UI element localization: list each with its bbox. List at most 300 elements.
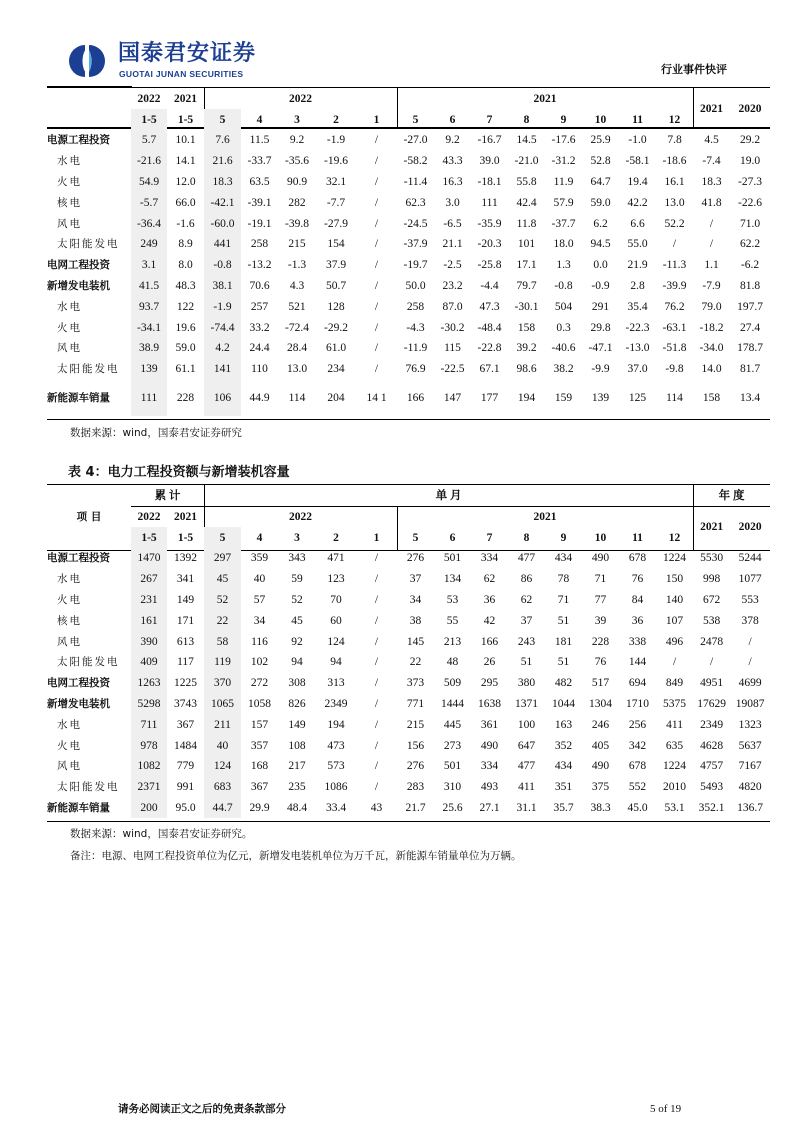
table-row	[47, 151, 770, 172]
table-cell: 246	[591, 718, 610, 731]
table-row	[47, 234, 770, 255]
table-cell: -2.5	[443, 259, 462, 272]
table-cell: 683	[204, 777, 241, 798]
table-cell: 7167	[738, 760, 762, 773]
table-cell: 14.1	[175, 155, 196, 168]
table-cell: 48.3	[175, 279, 196, 292]
table-cell: 6.2	[593, 217, 608, 230]
table-cell: 71	[557, 593, 570, 606]
table-cell: /	[374, 134, 379, 147]
table-cell: 66.0	[175, 196, 196, 209]
table-cell: 42.4	[516, 196, 537, 209]
table-cell: 123	[327, 573, 345, 586]
table-cell: 25.6	[442, 801, 463, 814]
table-cell: 243	[517, 635, 536, 648]
table-cell: 411	[666, 718, 683, 731]
table-cell: 258	[250, 238, 269, 251]
table-cell: 367	[176, 718, 195, 731]
table-cell: 147	[443, 391, 462, 404]
table-row	[47, 359, 770, 380]
table-cell: 234	[327, 363, 345, 376]
table-cell: 38.9	[131, 338, 167, 359]
table-cell: 283	[406, 781, 425, 794]
table-cell: 19.0	[739, 155, 761, 168]
table-cell: 93.7	[131, 296, 167, 317]
table-cell: 59	[291, 573, 303, 586]
table-cell: 434	[554, 760, 573, 773]
table-cell: 672	[702, 593, 721, 606]
table-cell: -48.4	[477, 321, 502, 334]
table-cell: 13.4	[739, 391, 761, 404]
table-cell: 8.0	[178, 259, 193, 272]
table-cell: 273	[443, 739, 462, 752]
table-cell: 849	[665, 677, 684, 690]
table-cell: 18.3	[701, 175, 722, 188]
table-cell: 53.1	[664, 801, 685, 814]
row-label: 风电	[57, 342, 82, 355]
table-cell: 308	[288, 677, 306, 690]
table-row	[47, 130, 770, 151]
table-cell: 84	[631, 593, 644, 606]
table-cell: 1323	[738, 718, 762, 731]
table-cell: 125	[628, 391, 647, 404]
table-cell: 276	[406, 760, 425, 773]
annual-year-header: 2021	[700, 521, 724, 533]
table-cell: -21.0	[514, 155, 539, 168]
row-label: 电源工程投资	[47, 552, 110, 565]
cum-year-header: 2022	[137, 510, 161, 523]
table-cell: 42.2	[627, 196, 648, 209]
table-cell: 343	[288, 552, 306, 565]
month-header: 8	[523, 113, 530, 126]
table-cell: -13.2	[247, 259, 272, 272]
month-header: 3	[294, 113, 300, 126]
table-cell: /	[374, 718, 379, 731]
table-cell: 573	[327, 760, 345, 773]
table-cell: 1470	[131, 548, 167, 569]
cum-year-header: 2021	[174, 510, 197, 523]
table-cell: 1086	[324, 781, 348, 794]
table-cell: -58.1	[625, 155, 650, 168]
row-label: 火电	[57, 739, 82, 752]
month-header: 12	[668, 113, 681, 126]
table-cell: 110	[251, 363, 268, 376]
table-cell: -39.1	[247, 196, 272, 209]
table-cell: 48.4	[286, 801, 308, 814]
table-row	[47, 714, 770, 735]
month-header: 6	[449, 531, 456, 544]
table-cell: -9.8	[665, 363, 684, 376]
table-cell: 158	[702, 391, 721, 404]
table-row	[47, 380, 770, 416]
table-cell: 76	[631, 573, 644, 586]
table-cell: 58	[204, 631, 241, 652]
table-cell: 10.1	[175, 134, 196, 147]
table-cell: 52	[291, 593, 303, 606]
table-cell: /	[374, 155, 379, 168]
row-label: 水电	[57, 155, 82, 168]
table-cell: 228	[176, 391, 195, 404]
table-cell: 11.9	[553, 175, 574, 188]
table-cell: 102	[250, 656, 269, 669]
table-cell: 509	[443, 677, 462, 690]
table-cell: 19.6	[175, 321, 196, 334]
table-cell: 128	[327, 300, 345, 313]
table-cell: 114	[288, 391, 306, 404]
table-cell: 991	[176, 781, 195, 794]
table-cell: -7.4	[702, 155, 721, 168]
table-cell: 501	[443, 760, 462, 773]
table-cell: 501	[443, 552, 462, 565]
table-cell: /	[709, 656, 714, 669]
table-cell: 98.6	[516, 363, 537, 376]
month-header: 2	[333, 113, 339, 126]
table-cell: 55	[446, 614, 459, 627]
row-label: 风电	[57, 760, 82, 773]
cum-range-header: 1-5	[131, 109, 167, 130]
table-cell: 471	[327, 552, 345, 565]
row-label: 太阳能发电	[57, 363, 120, 376]
table-cell: 55.8	[516, 175, 537, 188]
table-cell: 51	[557, 614, 570, 627]
table-cell: 538	[702, 614, 721, 627]
table-cell: /	[374, 300, 379, 313]
table-cell: -13.0	[625, 342, 650, 355]
table-cell: 12.0	[175, 175, 196, 188]
row-label: 水电	[57, 300, 82, 313]
table-cell: 21.9	[627, 259, 648, 272]
annual-year-header: 2020	[738, 103, 762, 115]
divider	[47, 821, 770, 822]
row-label: 核电	[57, 614, 82, 627]
table-cell: 5375	[663, 697, 687, 710]
table-cell: -9.9	[591, 363, 610, 376]
row-label: 电网工程投资	[47, 677, 110, 690]
remark-note: 备注：电源、电网工程投资单位为亿元，新增发电装机单位为万千瓦，新能源车销量单位为万辆。	[70, 850, 522, 862]
table-cell: 38.2	[553, 363, 574, 376]
table-cell: 52	[204, 590, 241, 611]
table-cell: /	[748, 635, 752, 648]
table-cell: 21.6	[204, 151, 241, 172]
table-cell: /	[374, 635, 379, 648]
table-cell: 39.0	[479, 155, 500, 168]
table-cell: 106	[204, 380, 241, 416]
table-cell: 1058	[248, 697, 271, 710]
table-cell: 256	[628, 718, 647, 731]
table-cell: -33.7	[247, 155, 272, 168]
table-cell: 29.8	[590, 321, 611, 334]
table-cell: 76.9	[405, 363, 426, 376]
table-cell: 48	[446, 656, 459, 669]
table-cell: /	[374, 552, 379, 565]
table-cell: 71	[594, 573, 607, 586]
table-row	[47, 631, 770, 652]
table-cell: -29.2	[324, 321, 348, 334]
table-cell: -39.8	[285, 217, 309, 230]
table-cell: 2.8	[630, 279, 645, 292]
table-cell: 37	[409, 573, 422, 586]
table-cell: 4.2	[204, 338, 241, 359]
table-cell: 1710	[626, 697, 649, 710]
table-row	[47, 338, 770, 359]
table-cell: /	[374, 175, 379, 188]
annual-year-header: 2021	[700, 103, 724, 115]
table-cell: -22.8	[477, 342, 502, 355]
table-cell: 2371	[131, 777, 167, 798]
table-cell: /	[374, 656, 379, 669]
table-cell: 445	[443, 718, 462, 731]
table-cell: 1225	[174, 677, 197, 690]
month-header: 4	[256, 113, 263, 126]
row-label: 新增发电装机	[47, 279, 110, 292]
table-cell: 678	[628, 760, 647, 773]
table-cell: /	[374, 614, 379, 627]
table-cell: 473	[327, 739, 345, 752]
table-cell: 22	[204, 610, 241, 631]
month-header: 4	[256, 531, 263, 544]
table-cell: -30.1	[514, 300, 539, 313]
table-cell: -5.7	[131, 192, 167, 213]
row-label: 电源工程投资	[47, 134, 110, 147]
table-cell: 42	[483, 614, 496, 627]
table-cell: 37	[520, 614, 533, 627]
table-cell: 194	[517, 391, 536, 404]
table-cell: 39.2	[516, 342, 537, 355]
table-cell: /	[672, 238, 677, 251]
table-cell: 114	[666, 391, 683, 404]
table-cell: 95.0	[175, 801, 196, 814]
table-cell: 310	[443, 781, 462, 794]
table-cell: -6.5	[443, 217, 462, 230]
table-cell: 94.5	[590, 238, 611, 251]
table-cell: -37.9	[403, 238, 428, 251]
table-cell: -7.9	[702, 279, 721, 292]
table-cell: 9.2	[445, 134, 460, 147]
table-cell: 5493	[700, 781, 724, 794]
table-title: 表 4：电力工程投资额与新增装机容量	[68, 465, 290, 480]
table-cell: 38	[409, 614, 422, 627]
row-label: 新增发电装机	[47, 697, 110, 710]
table-cell: 493	[480, 781, 499, 794]
header-blank	[47, 88, 131, 130]
table-cell: -11.4	[403, 175, 428, 188]
table-cell: 552	[628, 781, 647, 794]
table-cell: 1304	[589, 697, 612, 710]
row-label: 风电	[57, 635, 82, 648]
table-row	[47, 192, 770, 213]
month-header: 11	[632, 113, 643, 126]
table-cell: 40	[204, 735, 241, 756]
table-cell: 71.0	[739, 217, 761, 230]
table-cell: 276	[406, 552, 425, 565]
table-cell: 61.0	[325, 342, 347, 355]
source-note: 数据来源：wind，国泰君安证券研究。	[70, 828, 253, 840]
table-cell: 62	[483, 573, 496, 586]
table-cell: 490	[591, 552, 610, 565]
table-cell: 249	[131, 234, 167, 255]
table-cell: 139	[591, 391, 610, 404]
table-cell: -20.3	[477, 238, 502, 251]
table-cell: 19087	[735, 697, 765, 710]
table-cell: 367	[250, 781, 269, 794]
table-cell: -0.8	[204, 255, 241, 276]
table-cell: 477	[517, 760, 536, 773]
table-cell: 373	[406, 677, 425, 690]
table-cell: 163	[554, 718, 573, 731]
table-row	[47, 694, 770, 715]
cum-year-header: 2021	[174, 92, 197, 105]
table-cell: 101	[517, 238, 536, 251]
table-cell: /	[672, 656, 677, 669]
table-cell: 29.2	[739, 134, 761, 147]
table-cell: 998	[702, 573, 721, 586]
table-cell: 60	[330, 614, 342, 627]
table-cell: /	[748, 656, 752, 669]
table-cell: 44.9	[249, 391, 270, 404]
table-cell: 5.7	[131, 130, 167, 151]
table-cell: 1.3	[556, 259, 571, 272]
table-cell: 14.0	[701, 363, 722, 376]
table-cell: 1065	[204, 694, 241, 715]
table-cell: 149	[176, 593, 195, 606]
table-cell: 517	[591, 677, 610, 690]
year-header: 2022	[289, 92, 313, 105]
table-cell: 11.5	[249, 134, 270, 147]
table-cell: 34	[409, 593, 422, 606]
table-cell: -34.0	[699, 342, 724, 355]
table-cell: 678	[628, 552, 647, 565]
item-header: 项 目	[76, 510, 102, 523]
table-cell: 166	[480, 635, 499, 648]
table-cell: 411	[518, 781, 535, 794]
table-cell: 134	[443, 573, 462, 586]
table-cell: 44.7	[204, 798, 241, 819]
cum-range-header: 1-5	[131, 527, 167, 548]
table-cell: -42.1	[204, 192, 241, 213]
table-cell: 359	[250, 552, 269, 565]
table-cell: 1224	[663, 552, 687, 565]
table-cell: 4.3	[289, 279, 305, 292]
table-cell: 171	[176, 614, 195, 627]
table-cell: 47.3	[479, 300, 500, 313]
table-cell: 4757	[700, 760, 724, 773]
table-cell: -27.3	[738, 175, 763, 188]
table-cell: 1044	[552, 697, 575, 710]
table-cell: 107	[665, 614, 684, 627]
table-cell: 3.1	[131, 255, 167, 276]
table-cell: -51.8	[662, 342, 687, 355]
table-cell: 70	[330, 593, 342, 606]
table-cell: 21.1	[442, 238, 463, 251]
page-number: 5 of 19	[650, 1103, 682, 1115]
table-cell: 2349	[324, 697, 348, 710]
table-cell: 13.0	[664, 196, 685, 209]
table-cell: /	[374, 573, 379, 586]
table-cell: -27.0	[403, 134, 428, 147]
table-cell: -0.8	[554, 279, 573, 292]
disclaimer: 请务必阅读正文之后的免责条款部分	[118, 1103, 286, 1115]
month-header: 8	[523, 531, 530, 544]
table-cell: -35.6	[285, 155, 309, 168]
table-cell: 4.5	[704, 134, 719, 147]
table-cell: 3.0	[445, 196, 460, 209]
table-cell: 136.7	[737, 801, 764, 814]
row-label: 核电	[57, 196, 82, 209]
table-cell: /	[374, 760, 379, 773]
table-cell: 267	[131, 569, 167, 590]
table-cell: 159	[554, 391, 573, 404]
table-row	[47, 213, 770, 234]
table-cell: 64.7	[590, 175, 611, 188]
table-cell: 124	[327, 635, 345, 648]
table-cell: -7.7	[326, 196, 346, 209]
table-cell: -6.2	[740, 259, 760, 272]
table-cell: 119	[204, 652, 241, 673]
table-cell: -25.8	[477, 259, 502, 272]
table-cell: -4.4	[480, 279, 499, 292]
table-cell: -16.7	[477, 134, 502, 147]
brand-name-cn: 国泰君安证券	[118, 41, 257, 66]
table-cell: 16.3	[442, 175, 463, 188]
table-cell: 78	[557, 573, 570, 586]
table-cell: /	[374, 593, 379, 606]
table-cell: 3743	[174, 697, 197, 710]
table-cell: 297	[204, 548, 241, 569]
table-cell: 45	[291, 614, 303, 627]
table-cell: 313	[327, 677, 345, 690]
table-cell: 181	[554, 635, 573, 648]
table-cell: 200	[131, 798, 167, 819]
table-cell: -11.9	[403, 342, 428, 355]
table-cell: -18.1	[477, 175, 502, 188]
table-cell: 9.2	[289, 134, 305, 147]
table-cell: 36	[483, 593, 496, 606]
month-header: 5	[412, 531, 419, 544]
table-cell: -1.0	[628, 134, 647, 147]
table-cell: 204	[327, 391, 345, 404]
report-type: 行业事件快评	[661, 63, 727, 76]
table-cell: 33.4	[325, 801, 347, 814]
table-cell: 161	[131, 610, 167, 631]
table-cell: 5244	[738, 552, 762, 565]
table-cell: 978	[131, 735, 167, 756]
table-cell: 33.2	[249, 321, 270, 334]
table-cell: /	[709, 238, 714, 251]
year-header: 2021	[533, 92, 557, 105]
table-cell: /	[374, 739, 379, 752]
table-cell: 62.3	[405, 196, 426, 209]
table-row	[47, 735, 770, 756]
table-cell: 4628	[700, 739, 724, 752]
row-label: 火电	[57, 593, 82, 606]
table-cell: -11.3	[662, 259, 687, 272]
table-cell: 87.0	[442, 300, 463, 313]
table-row	[47, 569, 770, 590]
table-cell: -34.1	[131, 317, 167, 338]
table-cell: -1.9	[204, 296, 241, 317]
table-cell: 1.1	[704, 259, 719, 272]
table-cell: 1263	[131, 673, 167, 694]
table-cell: 228	[591, 635, 610, 648]
table-cell: 53	[446, 593, 459, 606]
table-cell: 31.1	[516, 801, 537, 814]
table-cell: -30.2	[440, 321, 465, 334]
table-cell: 496	[665, 635, 684, 648]
table-cell: 111	[481, 196, 498, 209]
table-cell: 19.4	[627, 175, 648, 188]
table-cell: 7.6	[204, 130, 241, 151]
table-cell: 235	[288, 781, 306, 794]
